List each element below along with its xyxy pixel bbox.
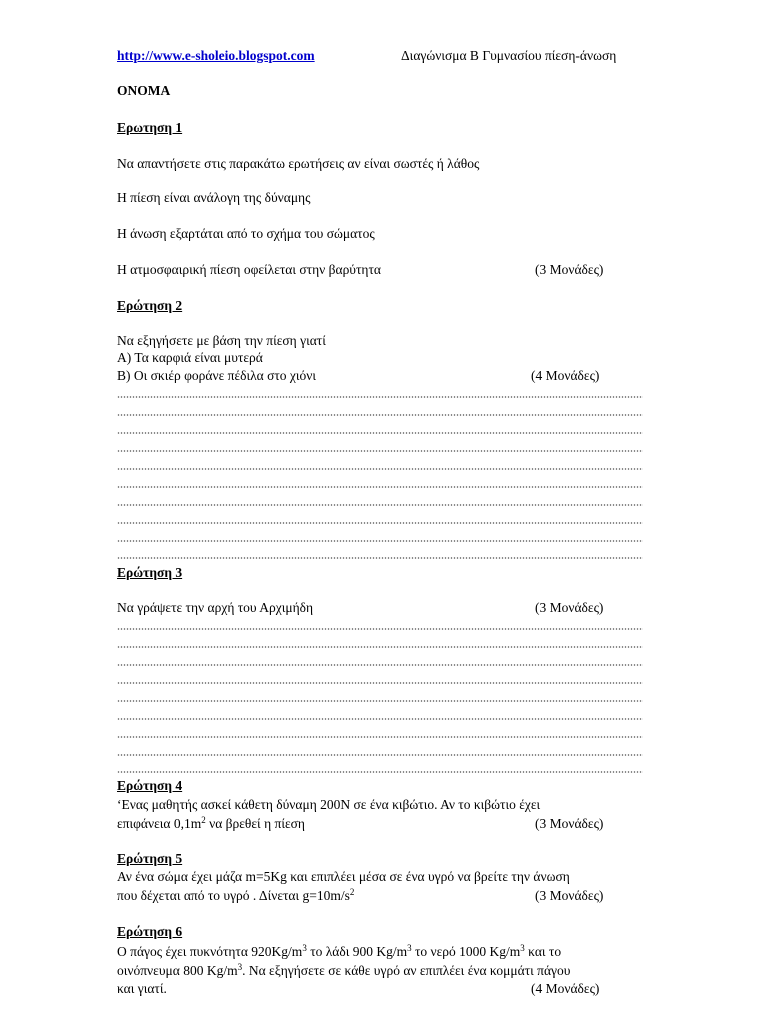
answer-line (117, 504, 643, 506)
question-1-marks: (3 Μονάδες) (535, 262, 604, 277)
question-2-intro: Να εξηγήσετε με βάση την πίεση γιατί (117, 333, 326, 348)
question-1-intro: Να απαντήσετε στις παρακάτω ερωτήσεις αν είναι σωστές ή λάθος (117, 156, 480, 171)
header-link[interactable]: http://www.e-sholeio.blogspot.com (117, 48, 315, 63)
question-6-line-1-text-3: το νερό 1000 Kg/m (411, 944, 521, 959)
question-5-line-2 (117, 887, 354, 904)
question-6-title: Ερώτηση 6 (117, 924, 183, 939)
answer-line (117, 414, 643, 416)
answer-line (117, 646, 643, 648)
header-title: Διαγώνισμα Β Γυμνασίου πίεση-άνωση (401, 48, 617, 63)
exponent: 3 (237, 962, 243, 972)
answer-line (117, 432, 643, 434)
question-2-title: Ερώτηση 2 (117, 298, 183, 313)
question-6-line-2 (117, 962, 570, 979)
question-6-line-1-text-4: και το (524, 944, 562, 959)
question-1-statement-2: Η άνωση εξαρτάται από το σχήμα του σώματος (117, 226, 375, 241)
answer-line (117, 682, 643, 684)
question-4-line-1: ‘Ενας μαθητής ασκεί κάθετη δύναμη 200Ν σε ένα κιβώτιο. Αν το κιβώτιο έχει (117, 797, 541, 812)
question-1-statement-1: Η πίεση είναι ανάλογη της δύναμης (117, 190, 311, 205)
question-6-line-1-text-2: το λάδι 900 Kg/m (306, 944, 408, 959)
answer-line (117, 522, 643, 524)
answer-line (117, 736, 643, 738)
answer-line (117, 468, 643, 470)
question-6-line-1-text: Ο πάγος έχει πυκνότητα 920Kg/m (117, 944, 303, 959)
question-5-line-1: Αν ένα σώμα έχει μάζα m=5Kg και επιπλέει μέσα σε ένα υγρό να βρείτε την άνωση (117, 869, 570, 884)
question-4-marks: (3 Μονάδες) (535, 816, 604, 831)
question-6-line-3: και γιατί. (117, 981, 167, 996)
question-6-line-2-text-2: . Να εξηγήσετε σε κάθε υγρό αν επιπλέει ένα κομμάτι πάγου (242, 963, 571, 978)
exponent: 2 (201, 815, 206, 825)
question-6-marks: (4 Μονάδες) (531, 981, 600, 996)
exponent: 2 (349, 887, 355, 897)
question-1-title: Ερωτηση 1 (117, 120, 183, 135)
question-2-part-b: Β) Οι σκιέρ φοράνε πέδιλα στο χιόνι (117, 368, 317, 383)
question-1-statement-3: Η ατμοσφαιρική πίεση οφείλεται στην βαρύτητα (117, 262, 381, 277)
exponent: 3 (520, 943, 525, 953)
answer-line (117, 718, 643, 720)
question-3-marks: (3 Μονάδες) (535, 600, 604, 615)
question-4-line-2 (117, 815, 305, 832)
question-6-line-2-text: οινόπνευμα 800 Kg/m (117, 963, 238, 978)
answer-line (117, 771, 643, 773)
question-4-title: Ερώτηση 4 (117, 778, 183, 793)
question-3-text: Να γράψετε την αρχή του Αρχιμήδη (117, 600, 314, 615)
question-5-line-2-text: που δέχεται από το υγρό . Δίνεται g=10m/s (117, 888, 350, 903)
answer-line (117, 396, 643, 398)
answer-line (117, 754, 643, 756)
question-2-marks: (4 Μονάδες) (531, 368, 600, 383)
exponent: 3 (407, 943, 412, 953)
question-4-line-2-text: επιφάνεια 0,1m (117, 816, 202, 831)
question-2-part-a: Α) Τα καρφιά είναι μυτερά (117, 350, 263, 365)
answer-line (117, 486, 643, 488)
question-5-marks: (3 Μονάδες) (535, 888, 604, 903)
answer-line (117, 450, 643, 452)
question-6-line-1 (117, 943, 561, 960)
exponent: 3 (302, 943, 307, 953)
answer-line (117, 628, 643, 630)
answer-line (117, 557, 643, 559)
question-3-title: Ερώτηση 3 (117, 565, 183, 580)
answer-line (117, 664, 643, 666)
answer-line (117, 700, 643, 702)
name-label: ΟΝΟΜΑ (117, 83, 171, 98)
question-5-title: Ερώτηση 5 (117, 851, 183, 866)
answer-line (117, 540, 643, 542)
question-4-line-2-text-end: να βρεθεί η πίεση (205, 816, 305, 831)
